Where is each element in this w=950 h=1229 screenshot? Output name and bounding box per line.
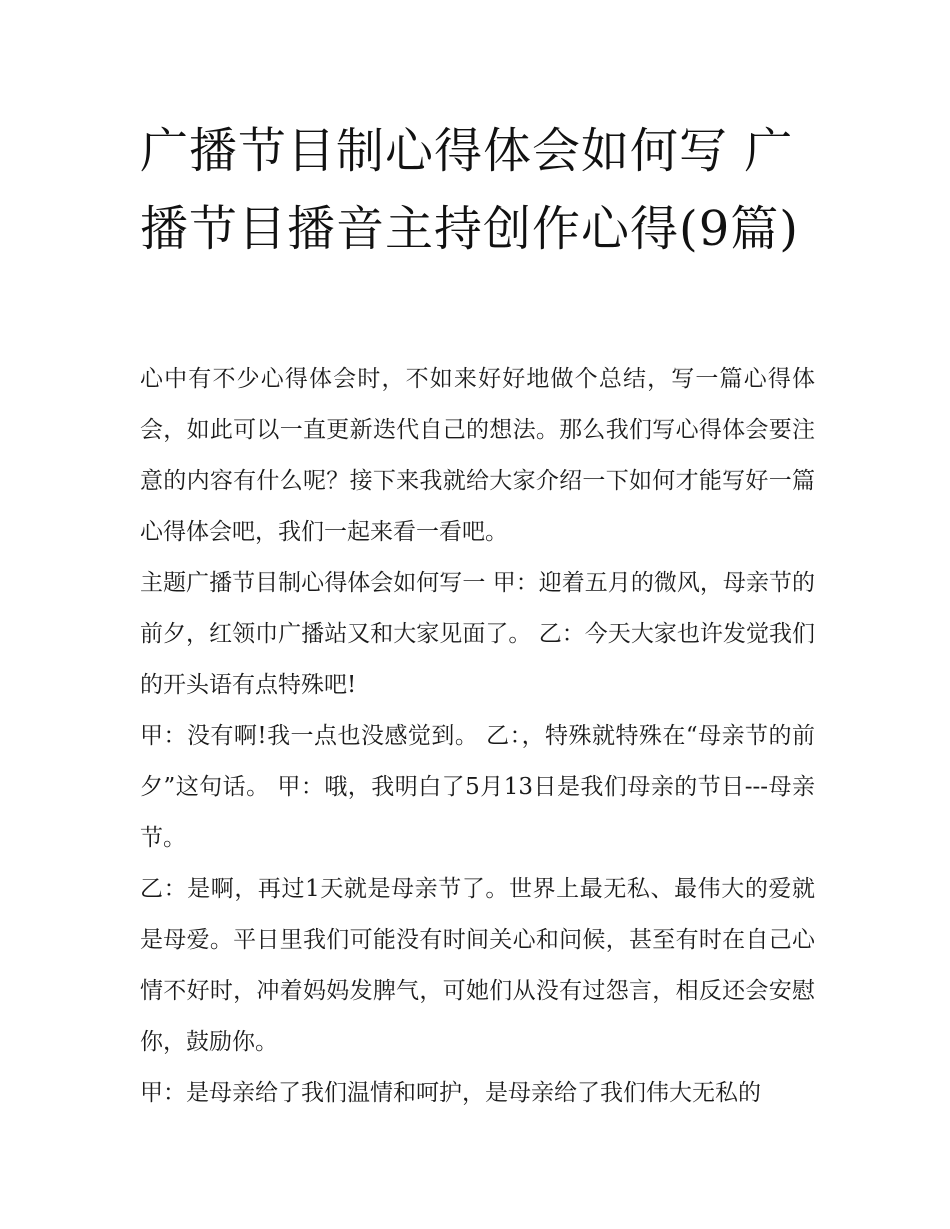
- paragraph-dialogue-4: 甲：是母亲给了我们温情和呵护，是母亲给了我们伟大无私的: [140, 1080, 761, 1106]
- paragraph-intro: 心中有不少心得体会时，不如来好好地做个总结，写一篇心得体会，如此可以一直更新迭代自己的想法。那么我们写心得体会要注意的内容有什么呢？接下来我就给大家介绍一下如何才能写好一篇心得体会吧，我们一起来看一看吧。: [140, 366, 815, 545]
- paragraph-dialogue-1: 主题广播节目制心得体会如何写一 甲：迎着五月的微风，母亲节的前夕，红领巾广播站又和大家见面了。 乙：今天大家也许发觉我们的开头语有点特殊吧!: [140, 570, 815, 698]
- document-body: [140, 354, 815, 1119]
- paragraph-dialogue-3: 乙：是啊，再过1天就是母亲节了。世界上最无私、最伟大的爱就是母爱。平日里我们可能没有时间关心和问候，甚至有时在自己心情不好时，冲着妈妈发脾气，可她们从没有过怨言，相反还会安慰你，鼓励你。: [140, 876, 815, 1055]
- paragraph-dialogue-2: 甲：没有啊!我一点也没感觉到。 乙：，特殊就特殊在“母亲节的前夕”这句话。 甲：哦，我明白了5月13日是我们母亲的节日---母亲节。: [140, 723, 815, 851]
- document-title: 广播节目制心得体会如何写 广播节目播音主持创作心得(9篇): [140, 123, 799, 257]
